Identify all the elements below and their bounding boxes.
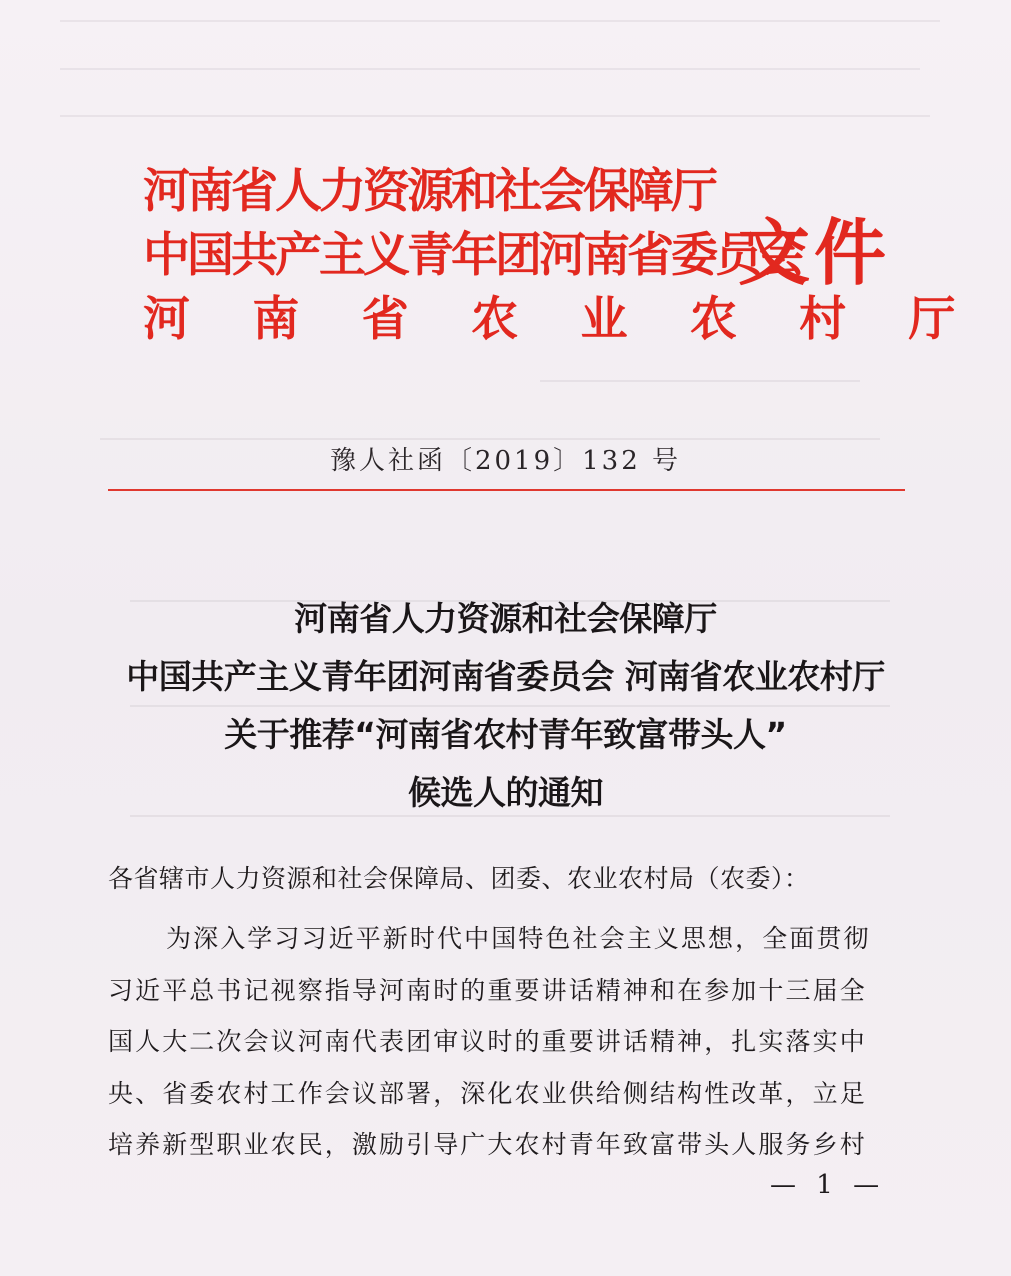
title-line: 候选人的通知 [408,773,603,812]
body-line: 培养新型职业农民，激励引导广大农村青年致富带头人服务乡村 [108,1130,867,1159]
document-title [60,590,951,822]
show-through-line [60,115,930,117]
show-through-line [60,68,920,70]
red-divider [108,489,905,491]
issuer-name: 河 南 省 农 业 农 村 厅 [143,292,979,347]
body-line: 国人大二次会议河南代表团审议时的重要讲话精神，扎实落实中 [108,1027,867,1056]
title-line: 河南省人力资源和社会保障厅 [294,599,717,638]
show-through-line [540,380,860,382]
body-line: 央、省委农村工作会议部署，深化农业供给侧结构性改革，立足 [108,1078,867,1108]
document-number: 豫人社函〔2019〕132 号 [329,446,682,476]
salutation: 各省辖市人力资源和社会保障局、团委、农业农村局（农委）： [108,864,810,893]
page-number: — 1 — [770,1170,886,1200]
issuer-name: 中国共产主义青年团河南省委员会 [143,228,803,283]
body-text [108,913,908,1171]
document-type-label: 文件 [738,211,891,295]
show-through-line [60,20,940,22]
title-line: 中国共产主义青年团河南省委员会 河南省农业农村厅 [126,657,885,696]
issuer-name: 河南省人力资源和社会保障厅 [143,164,715,219]
title-line: 关于推荐“河南省农村青年致富带头人” [224,715,787,754]
body-line: 习近平总书记视察指导河南时的重要讲话精神和在参加十三届全 [108,975,867,1005]
body-line: 为深入学习习近平新时代中国特色社会主义思想，全面贯彻 [166,924,871,953]
